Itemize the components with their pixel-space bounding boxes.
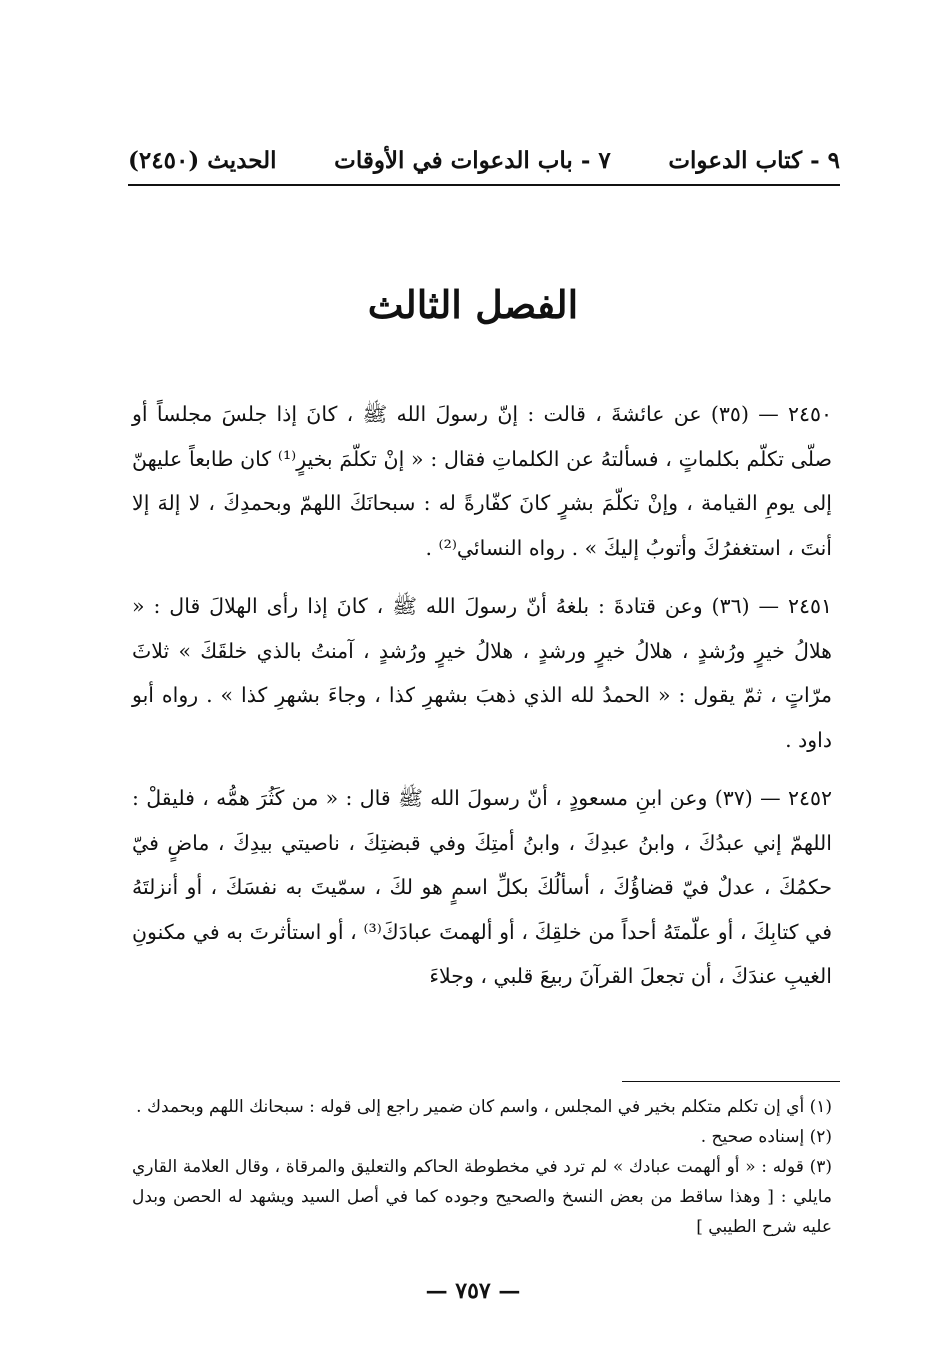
hadith-paragraph: ٢٤٥٠ — (٣٥) عن عائشةَ ، قالت : إنّ رسولَ الله ﷺ ، كانَ إذا جلسَ مجلساً أو صلّى تكلّم بكلماتٍ ، فسألتهُ عن الكلماتِ فقال : « إنْ تكلّمَ بخيرٍ⁽¹⁾ كان طابعاً عليهنّ إلى يومِ القيامة ، وإنْ تكلّمَ بشرٍ كانَ كفّارةً له : سبحانَكَ اللهمّ وبحمدِكَ ، لا إلهَ إلا أنتَ ، استغفرُكَ وأتوبُ إليكَ » . رواه النسائي⁽²⁾ . [132, 402, 833, 560]
main-text [132, 392, 832, 1013]
header-divider [128, 184, 840, 186]
footnote-divider [622, 1081, 840, 1082]
footnote: (٣) قوله : « أو ألهمت عبادك » لم ترد في مخطوطة الحاكم والتعليق والمرقاة ، وقال العلامة القاري مايلي : [ وهذا ساقط من بعض النسخ والصحيح وجوده كما في أصل السيد ويشهد له الحصن وبدل عليه شرح الطيبي ] [132, 1157, 832, 1237]
footnote: (١) أي إن تكلم متكلم بخير في المجلس ، واسم كان ضمير راجع إلى قوله : سبحانك اللهم وبحمدك . [136, 1097, 832, 1117]
hadith-paragraph: ٢٤٥١ — (٣٦) وعن قتادةَ : بلغهُ أنّ رسولَ الله ﷺ ، كانَ إذا رأى الهلالَ قال : « هلالُ خيرٍ ورُشدٍ ، هلالُ خيرٍ ورشدٍ ، هلالُ خيرٍ ورُشدٍ ، آمنتُ بالذي خلقَكَ » ثلاثَ مرّاتٍ ، ثمّ يقول : « الحمدُ لله الذي ذهبَ بشهرِ كذا ، وجاءَ بشهرِ كذا » . رواه أبو داود . [132, 594, 833, 752]
hadith-paragraph: ٢٤٥٢ — (٣٧) وعن ابنِ مسعودٍ ، أنّ رسولَ الله ﷺ قال : « من كَثُرَ همُّه ، فليقلْ : اللهمّ إني عبدُكَ ، وابنُ عبدِكَ ، وابنُ أمتِكَ وفي قبضتِكَ ، ناصيتي بيدِكَ ، ماضٍ فيّ حكمُكَ ، عدلٌ فيّ قضاؤُكَ ، أسألُكَ بكلِّ اسمٍ هو لكَ ، سمّيتَ به نفسَكَ ، أو أنزلتَهُ في كتابِكَ ، أو علّمتَهُ أحداً من خلقِكَ ، أو ألهمتَ عبادَكَ⁽³⁾ ، أو استأثرتَ به في مكنونِ الغيبِ عندَكَ ، أن تجعلَ القرآنَ ربيعَ قلبي ، وجلاءَ [132, 786, 833, 988]
section-title: الفصل الثالث [367, 282, 579, 327]
footnote: (٢) إسناده صحيح . [700, 1127, 832, 1147]
hadith-range: الحديث (٢٤٥٠) [128, 146, 277, 174]
chapter-title: ٧ - باب الدعوات في الأوقات [334, 146, 611, 174]
footnotes [132, 1092, 832, 1242]
book-title: ٩ - كتاب الدعوات [668, 146, 840, 174]
running-header [128, 138, 840, 182]
page-number: — ٧٥٧ — [425, 1278, 521, 1304]
